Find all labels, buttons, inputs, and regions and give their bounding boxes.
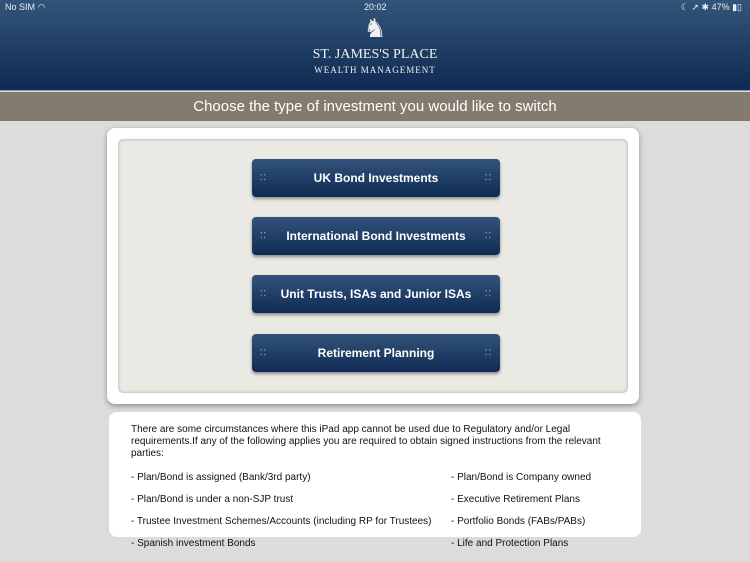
list-item: - Plan/Bond is assigned (Bank/3rd party) bbox=[131, 472, 311, 483]
app-header bbox=[0, 0, 750, 91]
clock: 20:02 bbox=[364, 2, 387, 12]
bluetooth-icon: ☾ ➚ ✱ bbox=[680, 2, 712, 12]
international-bond-button[interactable]: ⁚⁚ International Bond Investments ⁚⁚ bbox=[252, 217, 500, 255]
uk-bond-button[interactable]: ⁚⁚ UK Bond Investments ⁚⁚ bbox=[252, 159, 500, 197]
wifi-icon: ◠ bbox=[37, 2, 46, 12]
notice-intro: There are some circumstances where this iPad app cannot be used due to Regulatory and/or Legal requirements.If any of the following applies you are required to obtain signed instructions from the relevant parties: bbox=[131, 424, 601, 459]
battery-status: ☾ ➚ ✱ 47% ▮▯ bbox=[680, 2, 742, 12]
list-item: - Trustee Investment Schemes/Accounts (including RP for Trustees) bbox=[131, 516, 432, 527]
list-item: - Life and Protection Plans bbox=[451, 538, 569, 549]
list-item: - Plan/Bond is under a non-SJP trust bbox=[131, 494, 294, 505]
brand-subtitle: WEALTH MANAGEMENT bbox=[314, 65, 436, 75]
list-item: - Executive Retirement Plans bbox=[451, 494, 580, 505]
unit-trusts-isa-button[interactable]: ⁚⁚ Unit Trusts, ISAs and Junior ISAs ⁚⁚ bbox=[252, 275, 500, 313]
list-item: - Portfolio Bonds (FABs/PABs) bbox=[451, 516, 586, 527]
page-title: Choose the type of investment you would like to switch bbox=[0, 92, 750, 121]
griffin-logo-icon: ♞ bbox=[363, 14, 387, 43]
carrier-status: No SIM ◠ bbox=[5, 2, 46, 12]
brand-name: ST. JAMES'S PLACE bbox=[312, 47, 438, 62]
restrictions-notice bbox=[109, 412, 641, 549]
list-item: - Plan/Bond is Company owned bbox=[451, 472, 592, 483]
investment-panel bbox=[107, 128, 639, 404]
list-item: - Spanish investment Bonds bbox=[131, 538, 256, 549]
battery-icon: ▮▯ bbox=[732, 2, 742, 12]
retirement-planning-button[interactable]: ⁚⁚ Retirement Planning ⁚⁚ bbox=[252, 334, 500, 372]
